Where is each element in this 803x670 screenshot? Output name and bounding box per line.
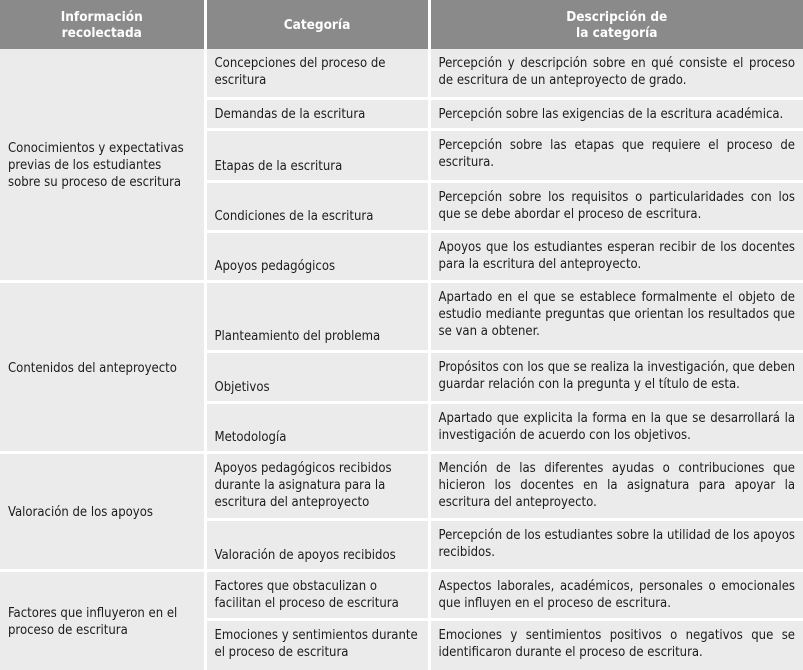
header-info: Información recolectada (0, 0, 205, 49)
description-cell: Aspectos laborales, académicos, personales o emocionales que influyen en el proceso de escritura. (429, 571, 803, 620)
description-cell: Percepción sobre las exigencias de la escritura académica. (429, 98, 803, 130)
description-cell: Propósitos con los que se realiza la investigación, que deben guardar relación con la pregunta y el título de esta. (429, 351, 803, 402)
category-cell: Apoyos pedagógicos recibidos durante la asignatura para la escritura del anteproyecto (205, 452, 429, 519)
description-cell: Apartado que explicita la forma en la que se desarrollará la investigación de acuerdo con los objetivos. (429, 402, 803, 452)
description-cell: Percepción y descripción sobre en qué consiste el proceso de escritura de un anteproyecto de grado. (429, 49, 803, 98)
header-category: Categoría (205, 0, 429, 49)
category-cell: Emociones y sentimientos durante el proceso de escritura (205, 620, 429, 670)
category-cell: Factores que obstaculizan o facilitan el proceso de escritura (205, 571, 429, 620)
group-info: Conocimientos y expectativas previas de los estudiantes sobre su proceso de escritura (0, 49, 205, 282)
category-cell: Metodología (205, 402, 429, 452)
description-cell: Mención de las diferentes ayudas o contribuciones que hicieron los docentes en la asignatura para apoyar la escritura del anteproyecto. (429, 452, 803, 519)
category-cell: Concepciones del proceso de escritura (205, 49, 429, 98)
description-cell: Apartado en el que se establece formalmente el objeto de estudio mediante preguntas que orientan los resultados que se van a obtener. (429, 282, 803, 351)
group-info: Contenidos del anteproyecto (0, 282, 205, 453)
description-cell: Percepción sobre las etapas que requiere el proceso de escritura. (429, 130, 803, 182)
description-cell: Percepción sobre los requisitos o particularidades con los que se debe abordar el proceso de escritura. (429, 182, 803, 232)
table-row (0, 49, 803, 98)
table-row (0, 571, 803, 620)
group-info: Valoración de los apoyos (0, 452, 205, 570)
header-row (0, 0, 803, 49)
category-cell: Demandas de la escritura (205, 98, 429, 130)
group-info: Factores que influyeron en el proceso de escritura (0, 571, 205, 670)
description-cell: Emociones y sentimientos positivos o negativos que se identificaron durante el proceso de escritura. (429, 620, 803, 670)
table-row (0, 282, 803, 351)
table-row (0, 452, 803, 519)
category-cell: Etapas de la escritura (205, 130, 429, 182)
description-cell: Apoyos que los estudiantes esperan recibir de los docentes para la escritura del anteproyecto. (429, 232, 803, 282)
category-cell: Valoración de apoyos recibidos (205, 520, 429, 571)
category-cell: Objetivos (205, 351, 429, 402)
description-cell: Percepción de los estudiantes sobre la utilidad de los apoyos recibidos. (429, 520, 803, 571)
header-description: Descripción de la categoría (429, 0, 803, 49)
category-cell: Apoyos pedagógicos (205, 232, 429, 282)
category-cell: Condiciones de la escritura (205, 182, 429, 232)
category-cell: Planteamiento del problema (205, 282, 429, 351)
